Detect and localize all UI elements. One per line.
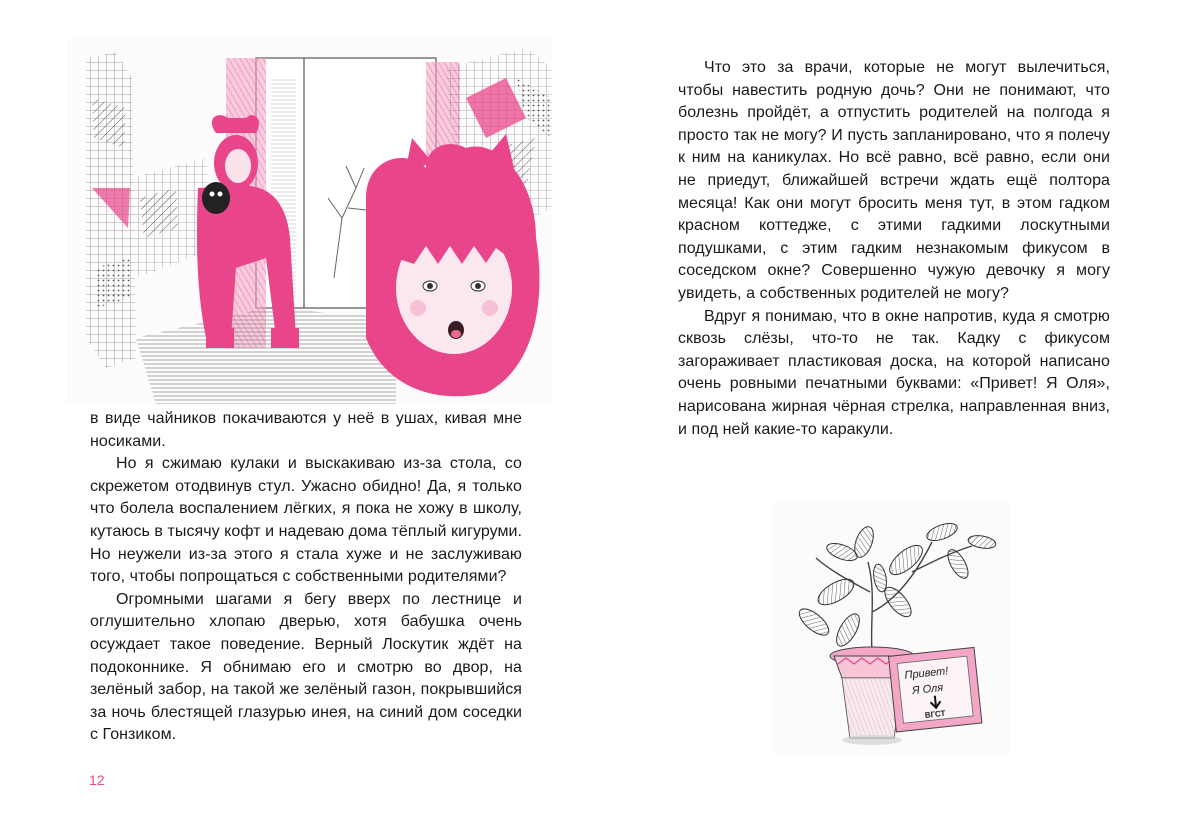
sign-scribble: ВГСТ	[924, 708, 946, 720]
left-page-text	[90, 408, 522, 747]
paragraph: Что это за врачи, которые не могут вылечиться, чтобы навестить родную дочь? Они не понимают, что болезнь пройдёт, а отпустить родителей на полгода я просто так не могу? И пусть запланировано, что я полечу к ним на каникулах. Но всё равно, всё равно, если они не приедут, ближайшей встречи ждать ещё полтора месяца! Как они могут бросить меня тут, в этом гадком красном коттедже, с этими гадкими лоскутными подушками, с этим гадким незнакомым фикусом в соседском окне? Совершенно чужую девочку я могу увидеть, а собственных родителей не могу?	[678, 59, 1110, 302]
page-number: 12	[89, 772, 105, 788]
paragraph: Но я сжимаю кулаки и выскакиваю из-за стола, со скрежетом отодвинув стул. Ужасно обидно! Да, я только что болела воспалением лёгких, я пока не хожу в школу, кутаюсь в тысячу кофт и надеваю дома тёплый кигуруми. Но неужели из-за этого я стала хуже и не заслуживаю того, чтобы попрощаться с собственными родителями?	[90, 455, 522, 586]
paragraph: в виде чайников покачиваются у неё в ушах, кивая мне носиками.	[90, 410, 522, 450]
paragraph: Вдруг я понимаю, что в окне напротив, куда я смотрю сквозь слёзы, что-то не так. Кадку с фикусом загораживает пластиковая доска, на которой написано очень ровными печатными буквами: «Привет! Я Оля», нарисована жирная чёрная стрелка, направленная вниз, и под ней какие-то каракули.	[678, 307, 1110, 438]
sign-line2: Я Оля	[911, 681, 944, 698]
illustration-ficus-sign	[772, 502, 1010, 754]
sign-line1: Привет!	[903, 665, 949, 682]
right-page-text	[678, 57, 1110, 441]
illustration-girl-window	[66, 38, 552, 404]
paragraph: Огромными шагами я бегу вверх по лестнице и оглушительно хлопаю дверью, хотя бабушка очень осуждает такое поведение. Верный Лоскутик ждёт на подоконнике. Я обнимаю его и смотрю во двор, на зелёный забор, на такой же зелёный газон, покрывшийся за ночь блестящей глазурью инея, на синий дом соседки с Гонзиком.	[90, 590, 522, 744]
